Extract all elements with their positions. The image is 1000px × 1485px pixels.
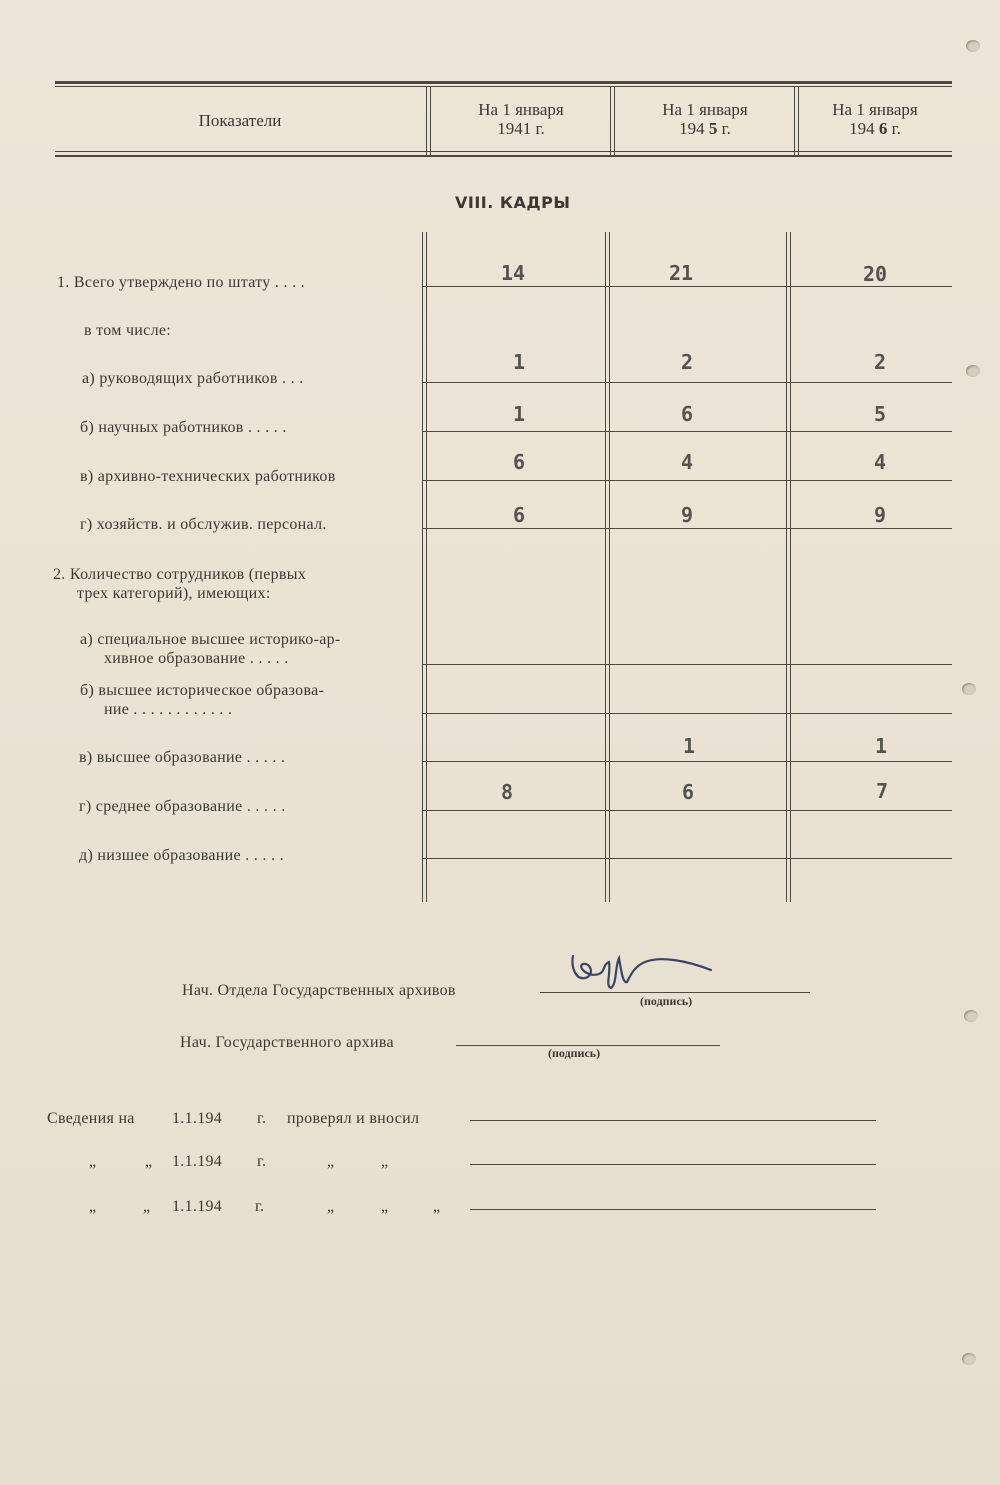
cell-scientists-1946: 5 [873,402,887,426]
punch-hole [962,683,976,695]
section-title: VIII. КАДРЫ [455,193,571,212]
header-divider-1b [430,86,431,155]
verification-line-2-rule [470,1164,876,1165]
body-divider-2 [605,232,606,902]
row-label-managers: а) руководящих работников . . . [82,370,304,387]
cell-scientists-1941: 1 [512,402,526,426]
header-column-1946: На 1 января 194 6 г. [832,100,918,138]
dept-head-signature-caption: (подпись) [640,994,693,1008]
row-label-technical: в) архивно-технических работников [80,468,336,485]
dept-head-label: Нач. Отдела Государственных архивов [182,982,456,999]
row-rule [422,528,952,529]
header-top-rule [55,81,952,84]
cell-technical-1945: 4 [680,450,694,474]
cell-total-1945: 21 [668,261,694,285]
body-divider-2b [609,232,610,902]
punch-hole [964,1010,978,1022]
row-label-scientists: б) научных работников . . . . . [80,419,287,436]
verification-line-2: „ „ 1.1.194 г. „ „ [89,1153,389,1170]
cell-secondary-1941: 8 [500,780,514,804]
cell-total-1946: 20 [862,262,888,286]
header-indicator: Показатели [198,111,282,130]
row-rule [422,431,952,432]
verification-line-3: „ „ 1.1.194 г. „ „ „ [89,1198,441,1215]
row-rule [422,664,952,665]
header-column-1941: На 1 января 1941 г. [478,100,564,138]
header-divider-3b [798,86,799,155]
verification-line-3-rule [470,1209,876,1210]
cell-higher-1946: 1 [874,734,888,758]
row-label-including: в том числе: [84,322,171,339]
header-top-rule-2 [55,86,952,87]
header-divider-3 [794,86,795,155]
row-label-staff-count: 2. Количество сотрудников (первых трех категорий), имеющих: [53,566,307,602]
header-divider-2b [614,86,615,155]
punch-hole [962,1353,976,1365]
verification-line-1-rule [470,1120,876,1121]
body-divider-1 [422,232,423,902]
row-label-historical-higher: б) высшее историческое образова- ние . . . . . . . . . . . . [80,682,325,718]
cell-technical-1946: 4 [873,450,887,474]
header-bottom-rule [55,151,952,152]
row-label-total: 1. Всего утверждено по штату . . . . [57,274,305,291]
header-divider-2 [610,86,611,155]
header-divider-1 [426,86,427,155]
row-label-special-higher: а) специальное высшее историко-ар- хивное образование . . . . . [80,631,341,667]
archive-head-signature-caption: (подпись) [548,1046,601,1060]
row-label-service: г) хозяйств. и обслужив. персонал. [80,516,327,533]
header-bottom-rule-2 [55,155,952,157]
cell-service-1941: 6 [512,503,526,527]
row-rule [422,810,952,811]
cell-managers-1946: 2 [873,350,887,374]
cell-service-1945: 9 [680,503,694,527]
verification-line-1: Сведения на 1.1.194 г. проверял и вносил [47,1110,420,1127]
cell-technical-1941: 6 [512,450,526,474]
cell-managers-1945: 2 [680,350,694,374]
row-label-secondary: г) среднее образование . . . . . [79,798,286,815]
cell-total-1941: 14 [500,261,526,285]
cell-service-1946: 9 [873,503,887,527]
cell-secondary-1946: 7 [875,779,889,803]
handwritten-signature [565,944,715,994]
row-rule [422,480,952,481]
body-divider-3 [786,232,787,902]
row-rule [422,858,952,859]
punch-hole [966,40,980,52]
cell-higher-1945: 1 [682,734,696,758]
cell-secondary-1945: 6 [681,780,695,804]
row-rule [422,713,952,714]
row-rule [422,382,952,383]
body-divider-1b [426,232,427,902]
body-divider-3b [790,232,791,902]
punch-hole [966,365,980,377]
row-label-lower: д) низшее образование . . . . . [79,847,284,864]
archive-head-label: Нач. Государственного архива [180,1034,394,1051]
cell-managers-1941: 1 [512,350,526,374]
cell-scientists-1945: 6 [680,402,694,426]
row-rule [422,286,952,287]
header-column-1945: На 1 января 194 5 г. [662,100,748,138]
row-rule [422,761,952,762]
row-label-higher: в) высшее образование . . . . . [79,749,286,766]
